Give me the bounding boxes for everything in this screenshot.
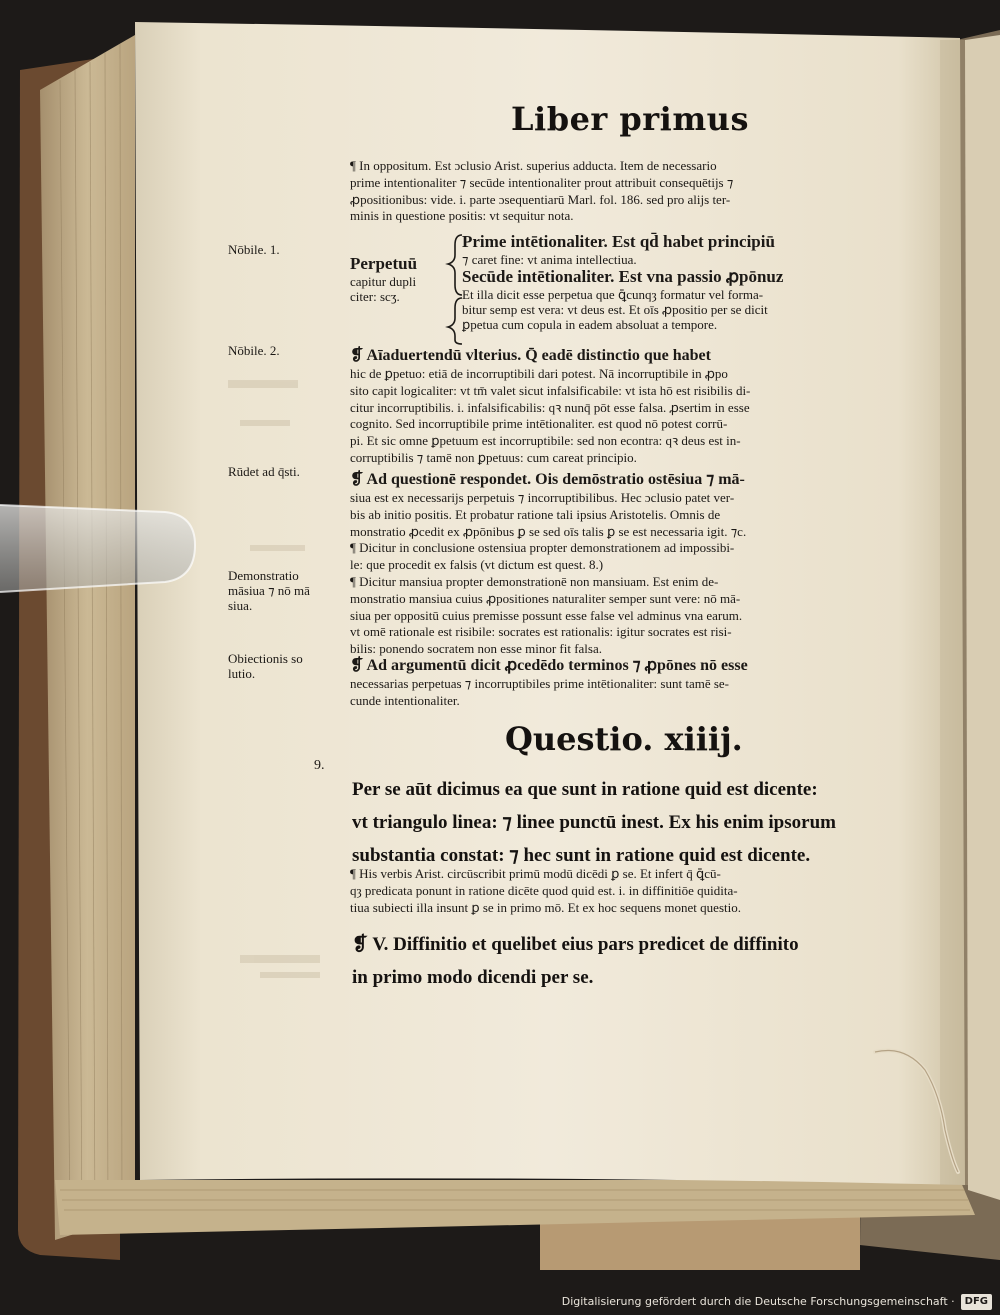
credit-text: Digitalisierung gefördert durch die Deutsche Forschungsgemeinschaft · xyxy=(561,1295,955,1308)
brace-definition-block xyxy=(350,232,890,344)
paragraph-his-verbis xyxy=(350,866,890,916)
text-line: le: que procedit ex falsis (vt dictum est quest. 8.) xyxy=(350,557,604,573)
text-line: monstratio mansiua cuius ꝓpositiones naturaliter semper sunt vere: nō mā- xyxy=(350,590,741,606)
text-line: ¶ Dicitur in conclusione ostensiua propter demonstrationem ad impossibi- xyxy=(350,540,735,556)
margin-note-nobile-2 xyxy=(228,343,338,358)
text-line: ¶ Dicitur mansiua propter demonstrationē non mansiuam. Est enim de- xyxy=(350,573,719,589)
margin-note-text: siua. xyxy=(228,598,253,613)
brace-lines xyxy=(462,232,890,332)
brace-line: ꝑpetua cum copula in eadem absoluat a tempore. xyxy=(462,317,718,332)
brace-label xyxy=(350,254,450,304)
margin-note-demonstratio xyxy=(228,568,338,613)
brace-line: Et illa dicit esse perpetua que ꝗ̄cunqȝ formatur vel forma- xyxy=(462,287,764,302)
brace-line: Secūde intētionaliter. Est vna passio ꝓpōnuz xyxy=(462,267,784,286)
page-clip xyxy=(0,505,195,592)
text-line: cognito. Sed incorruptibile prime intētionaliter. est quod nō potest corrū- xyxy=(350,416,728,432)
digitization-credit xyxy=(562,1291,992,1313)
margin-note-text: Rūdet ad q̄sti. xyxy=(228,464,300,479)
paragraph-animadvertendum xyxy=(350,346,890,467)
text-line: vt triangulo linea: ⁊ linee punctū inest. Ex his enim ipsorum xyxy=(352,812,836,833)
text-line: necessarias perpetuas ⁊ incorruptibiles prime intētionaliter: sunt tamē se- xyxy=(350,676,730,691)
text-line: corruptibilis ⁊ tamē non ꝑpetuus: cum careat principio. xyxy=(350,449,637,465)
text-line: monstratio ꝓcedit ex ꝓpōnibus ꝑ se sed oīs talis ꝑ se est necessaria igit. ⁊c. xyxy=(350,523,747,539)
margin-note-text: Obiectionis so xyxy=(228,651,303,666)
text-line: citur incorruptibilis. i. infalsificabilis: qꝛ nunq̄ pōt esse falsa. ꝓsertim in esse xyxy=(350,399,750,415)
main-text-large xyxy=(352,773,892,872)
text-line: sito capit logicaliter: vt tm̄ valet sicut infalsificabile: vt ista hō est risibilis di- xyxy=(350,382,751,398)
text-line: bis ab initio positis. Et probatur ratione tali ipsius Aristotelis. Omnis de xyxy=(350,506,721,522)
margin-note-rundet xyxy=(228,464,338,479)
margin-note-text: Nōbile. 2. xyxy=(228,343,280,358)
dfg-logo: DFG xyxy=(961,1294,992,1310)
margin-note-text: māsiua ⁊ nō mā xyxy=(228,583,310,598)
conclusion-text-large xyxy=(352,928,892,994)
paragraph-in-oppositum xyxy=(350,158,890,225)
text-line: ꝓpositionibus: vide. i. parte ɔsequentiarū Marl. fol. 186. sed pro alijs ter- xyxy=(350,191,731,207)
text-line: ¶ In oppositum. Est ɔclusio Arist. superius adducta. Item de necessario xyxy=(350,158,717,173)
questio-heading: Questio. xiiij. xyxy=(505,720,743,758)
brace-label-term: Perpetuū xyxy=(350,254,418,273)
running-title: Liber primus xyxy=(511,100,749,138)
text-line: siua est ex necessarijs perpetuis ⁊ incorruptibilibus. Hec ɔclusio patet ver- xyxy=(350,490,735,505)
brace-line: bitur semp est vera: vt deus est. Et oīs ꝓpositio per se dicit xyxy=(462,302,768,317)
text-line: minis in questione positis: vt sequitur nota. xyxy=(350,208,574,224)
text-line: qȝ predicata ponunt in ratione dicēte quod quid est. i. in diffinitiōe quidita- xyxy=(350,882,738,898)
text-line: pi. Et sic omne ꝑpetuum est incorruptibile: sed non econtra: qꝛ deus est in- xyxy=(350,433,741,449)
text-line: ❡ Ad questionē respondet. Ois demōstratio ostēsiua ⁊ mā- xyxy=(350,471,745,488)
paragraph-ad-questionem xyxy=(350,470,890,658)
text-line: siua per oppositū cuius premisse possunt esse false vel adminus vna earum. xyxy=(350,607,743,623)
text-line: bilis: ponendo socratem non esse minor fit falsa. xyxy=(350,641,603,657)
text-line: substantia constat: ⁊ hec sunt in ratione quid est dicente. xyxy=(352,845,811,866)
brace-line: Prime intētionaliter. Est qd̄ habet principiū xyxy=(462,232,775,251)
paragraph-ad-argumentum xyxy=(350,656,890,710)
text-line: in primo modo dicendi per se. xyxy=(352,967,594,988)
margin-note-nobile-1 xyxy=(228,242,338,257)
text-line: vt omē rationale est risibile: socrates est rationalis: igitur socrates est risi- xyxy=(350,624,732,640)
text-line: ❡ Aīaduertendū vlterius. Q̄ eadē distinctio que habet xyxy=(350,347,711,364)
brace-label-line: capitur dupli xyxy=(350,274,417,289)
text-line: hic de ꝑpetuo: etiā de incorruptibili dari potest. Nā incorruptibile in ꝓpo xyxy=(350,366,728,381)
text-line: ❡ V. Diffinitio et quelibet eius pars predicet de diffinito xyxy=(352,934,799,955)
margin-note-text: Nōbile. 1. xyxy=(228,242,280,257)
margin-note-text: Demonstratio xyxy=(228,568,299,583)
text-line: prime intentionaliter ⁊ secūde intentionaliter prout attribuit consequētijs ⁊ xyxy=(350,174,734,190)
text-line: Per se aūt dicimus ea que sunt in ratione quid est dicente: xyxy=(352,779,818,800)
section-number: 9. xyxy=(314,758,325,773)
margin-note-text: lutio. xyxy=(228,666,256,681)
margin-note-obiectionis xyxy=(228,651,338,681)
text-line: tiua subiecti illa insunt ꝑ se in primo mō. Et ex hoc sequens monet questio. xyxy=(350,899,741,915)
brace-label-line: citer: scʒ. xyxy=(350,289,400,304)
text-line: cunde intentionaliter. xyxy=(350,692,460,708)
text-line: ❡ Ad argumentū dicit ꝓcedēdo terminos ⁊ ꝓpōnes nō esse xyxy=(350,657,748,674)
brace-line: ⁊ caret fine: vt anima intellectiua. xyxy=(462,252,637,267)
text-line: ¶ His verbis Arist. circūscribit primū modū dicēdi ꝑ se. Et infert q̄ ꝗ̄cū- xyxy=(350,866,721,881)
